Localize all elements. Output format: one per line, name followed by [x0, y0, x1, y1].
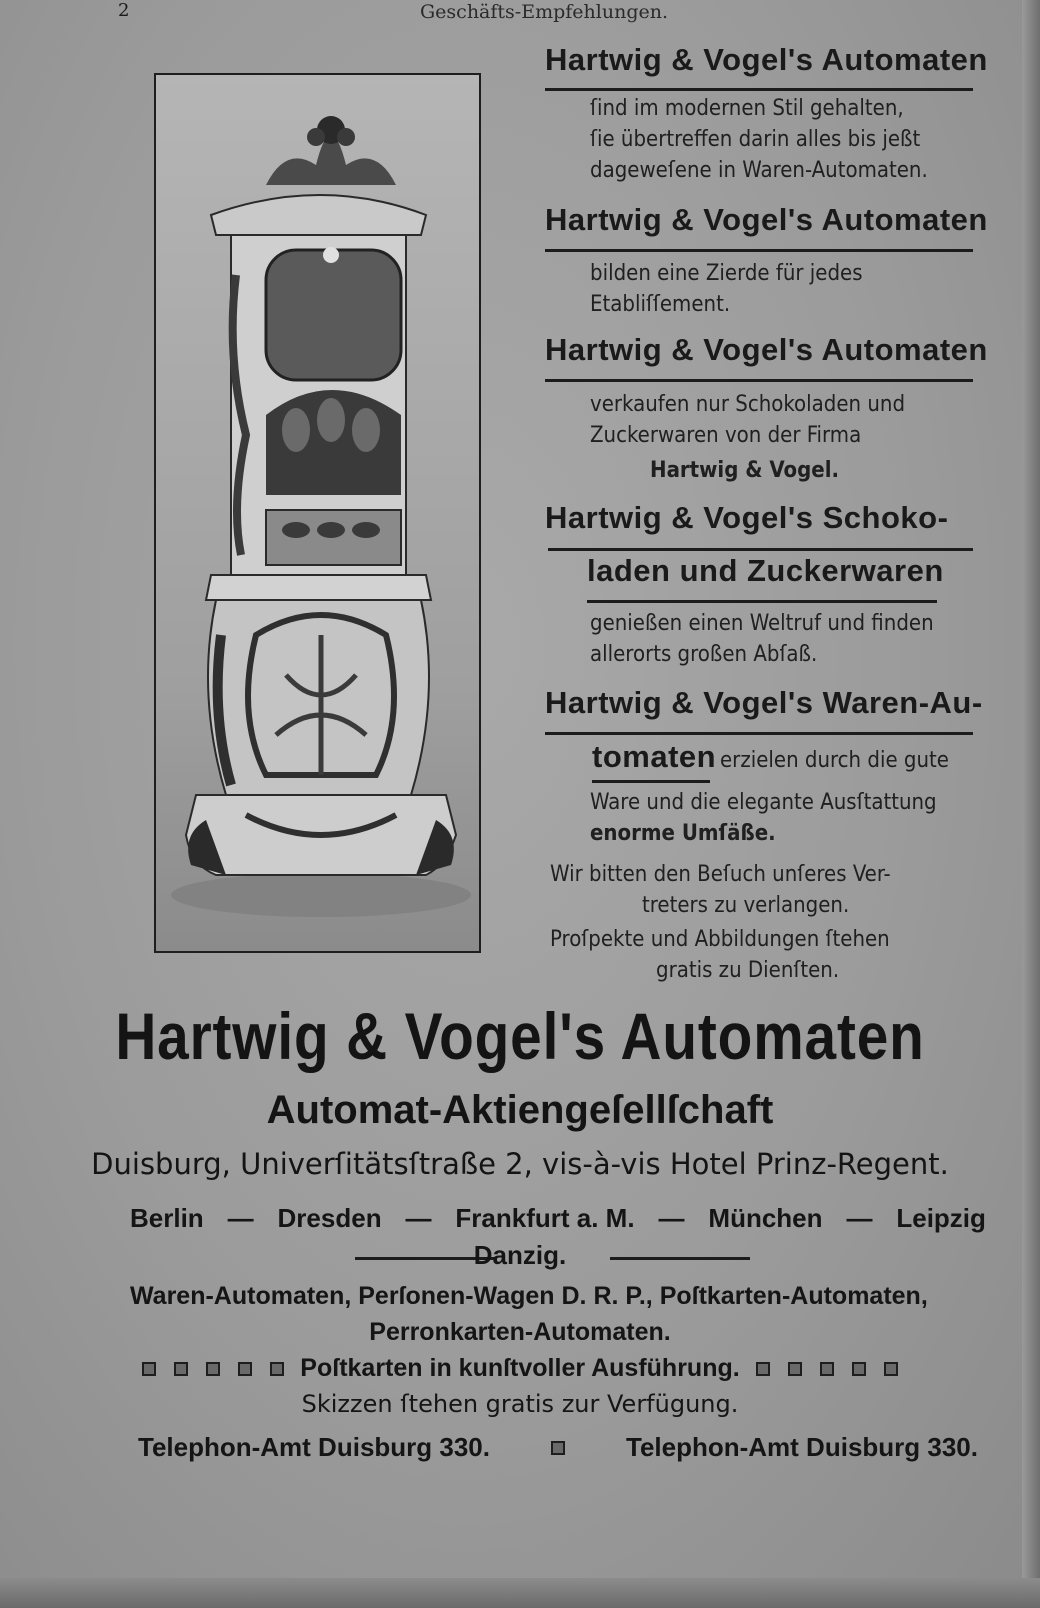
ornament-icon	[174, 1362, 188, 1376]
postcards-text: Poſtkarten in kunſtvoller Ausführung.	[300, 1354, 740, 1382]
rule-4	[548, 548, 973, 551]
ornament-icon	[270, 1362, 284, 1376]
paragraph-3-line-1: verkaufen nur Schokoladen und	[590, 392, 906, 417]
products-line-1: Waren-Automaten, Perſonen-Wagen D. R. P., Poſtkarten-Automaten,	[130, 1282, 928, 1310]
dash: —	[405, 1203, 432, 1233]
city-2: Dresden	[277, 1203, 382, 1233]
heading-2: Hartwig & Vogel's Automaten	[545, 202, 988, 237]
dash: —	[846, 1203, 873, 1233]
company-name: Automat-Aktiengeſellſchaft	[266, 1088, 774, 1132]
ornament-icon	[820, 1362, 834, 1376]
paragraph-5-line-2: Ware und die elegante Ausſtattung	[590, 790, 937, 815]
heading-5a: Hartwig & Vogel's Waren-Au-	[545, 685, 983, 720]
phone-left: Telephon-Amt Duisburg 330.	[138, 1432, 490, 1462]
paragraph-4-line-2: allerorts großen Abſaß.	[590, 642, 818, 667]
paragraph-3-line-2: Zuckerwaren von der Firma	[590, 423, 862, 448]
brand-title: Hartwig & Vogel's Automaten	[115, 999, 925, 1073]
ornament-icon	[142, 1362, 156, 1376]
paragraph-1-line-3: dageweſene in Waren-Automaten.	[590, 158, 928, 183]
ornament-icon	[852, 1362, 866, 1376]
city-danzig: Danzig.	[473, 1240, 567, 1270]
page-number: 2	[118, 0, 130, 21]
rule-5b	[592, 780, 710, 783]
rule-danzig-right	[610, 1257, 750, 1260]
city-5: Leipzig	[896, 1203, 986, 1233]
paragraph-3-line-3: Hartwig & Vogel.	[650, 458, 840, 483]
products-line-2: Perronkarten-Automaten.	[369, 1318, 671, 1346]
heading-4a: Hartwig & Vogel's Schoko-	[545, 500, 949, 535]
phone-line	[138, 1432, 978, 1463]
heading-1: Hartwig & Vogel's Automaten	[545, 42, 988, 77]
address: Duisburg, Univerſitätsſtraße 2, vis-à-vis Hotel Prinz-Regent.	[91, 1147, 949, 1181]
city-1: Berlin	[130, 1203, 204, 1233]
paragraph-1-line-2: ſie übertreffen darin alles bis jeßt	[590, 127, 921, 152]
rule-4b	[587, 600, 937, 603]
ornament-icon	[884, 1362, 898, 1376]
city-4: München	[708, 1203, 823, 1233]
rule-5	[545, 732, 973, 735]
heading-5b: tomaten	[592, 739, 717, 774]
cities-line	[130, 1203, 986, 1234]
paragraph-1-line-1: ſind im modernen Stil gehalten,	[590, 96, 904, 121]
paragraph-2-line-1: bilden eine Zierde für jedes	[590, 261, 863, 286]
ornament-icon	[551, 1441, 565, 1455]
dash: —	[227, 1203, 254, 1233]
paragraph-4-line-1: genießen einen Weltruf und finden	[590, 611, 934, 636]
ornament-icon	[756, 1362, 770, 1376]
paragraph-6-line-2: treters zu verlangen.	[642, 893, 850, 918]
ornament-icon	[238, 1362, 252, 1376]
city-3: Frankfurt a. M.	[455, 1203, 635, 1233]
rule-3	[545, 379, 973, 382]
sketches-line: Skizzen ſtehen gratis zur Verfügung.	[301, 1390, 739, 1418]
paragraph-5-line-3: enorme Umſäße.	[590, 821, 776, 846]
dash: —	[658, 1203, 685, 1233]
heading-4b: laden und Zuckerwaren	[587, 553, 944, 588]
postcards-line	[0, 1354, 1040, 1383]
vending-machine-illustration	[154, 73, 481, 953]
rule-1	[545, 88, 973, 91]
page-bottom-edge	[0, 1578, 1040, 1608]
paragraph-7-line-2: gratis zu Dienſten.	[656, 958, 840, 983]
paragraph-2-line-2: Etabliſſement.	[590, 292, 731, 317]
paragraph-5-line-1: erzielen durch die gute	[720, 748, 949, 773]
rule-2	[545, 249, 973, 252]
heading-3: Hartwig & Vogel's Automaten	[545, 332, 988, 367]
vending-machine-icon	[156, 75, 479, 951]
paragraph-6-line-1: Wir bitten den Beſuch unſeres Ver-	[550, 862, 891, 887]
phone-right: Telephon-Amt Duisburg 330.	[626, 1432, 978, 1462]
running-title: Geschäfts-Empfehlungen.	[420, 1, 669, 23]
paragraph-7-line-1: Proſpekte und Abbildungen ſtehen	[550, 927, 890, 952]
ornament-icon	[788, 1362, 802, 1376]
ornament-icon	[206, 1362, 220, 1376]
